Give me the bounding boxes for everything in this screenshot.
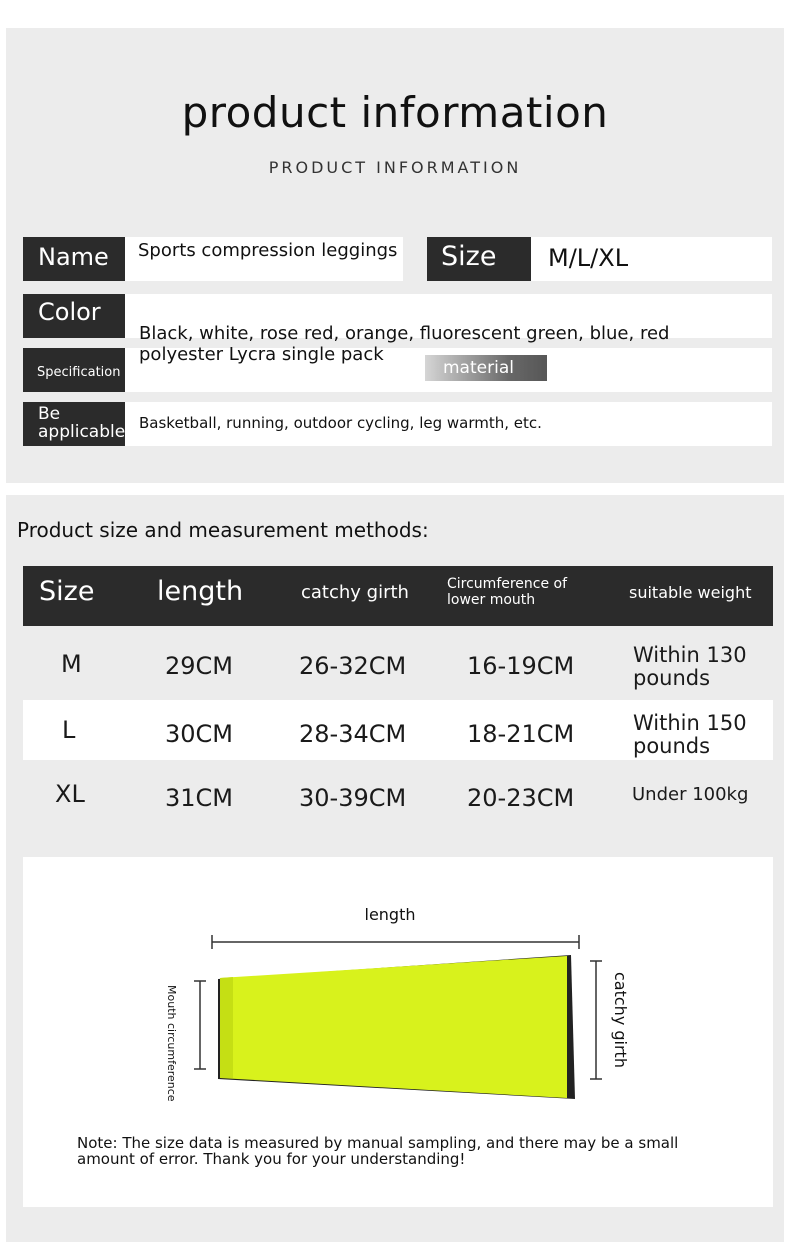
name-value: Sports compression leggings (125, 237, 403, 281)
header-size: Size (39, 576, 95, 607)
mouth-circumference-label: Mouth circumference (165, 985, 178, 1102)
page-subtitle: PRODUCT INFORMATION (268, 158, 522, 177)
header-length: length (157, 576, 244, 607)
row-size: XL (55, 780, 85, 808)
row-girth: 26-32CM (299, 652, 407, 680)
length-label: length (364, 905, 416, 924)
row-girth: 30-39CM (299, 784, 407, 812)
sleeve-shape (220, 956, 567, 1098)
row-weight: Under 100kg (632, 784, 749, 805)
header-lower-circumference: Circumference of lower mouth (447, 576, 568, 608)
table-row (23, 764, 773, 824)
row-weight: Within 130 pounds (633, 643, 747, 690)
row-lower: 18-21CM (467, 720, 575, 748)
sleeve-edge-shade (220, 977, 233, 1078)
row-size: M (61, 650, 82, 678)
specification-value: polyester Lycra single pack (139, 344, 384, 365)
name-label: Name (23, 237, 125, 281)
size-table-header (23, 566, 773, 626)
applicable-label: Be applicable (23, 402, 125, 446)
page-title: product information (181, 88, 609, 137)
girth-label: catchy girth (611, 972, 630, 1068)
row-girth: 28-34CM (299, 720, 407, 748)
row-length: 30CM (165, 720, 234, 748)
row-size: L (62, 716, 76, 744)
table-row (23, 700, 773, 760)
size-note: Note: The size data is measured by manual sampling, and there may be a small amount of error. Thank you for your understanding! (77, 1134, 679, 1168)
row-length: 31CM (165, 784, 234, 812)
row-lower: 20-23CM (467, 784, 575, 812)
header-girth: catchy girth (301, 582, 409, 603)
size-section-title: Product size and measurement methods: (17, 518, 429, 542)
row-weight: Within 150 pounds (633, 711, 747, 758)
color-value: Black, white, rose red, orange, fluorescent green, blue, red (139, 323, 670, 344)
color-spec-text (139, 323, 759, 365)
material-tag: material (425, 355, 547, 381)
row-length: 29CM (165, 652, 234, 680)
applicable-value: Basketball, running, outdoor cycling, leg warmth, etc. (125, 402, 772, 446)
specification-label: Specification (23, 348, 125, 392)
row-lower: 16-19CM (467, 652, 575, 680)
size-label: Size (427, 237, 531, 281)
size-value: M/L/XL (531, 237, 772, 281)
color-label: Color (23, 294, 125, 338)
header-weight: suitable weight (629, 583, 752, 602)
table-row (23, 630, 773, 696)
